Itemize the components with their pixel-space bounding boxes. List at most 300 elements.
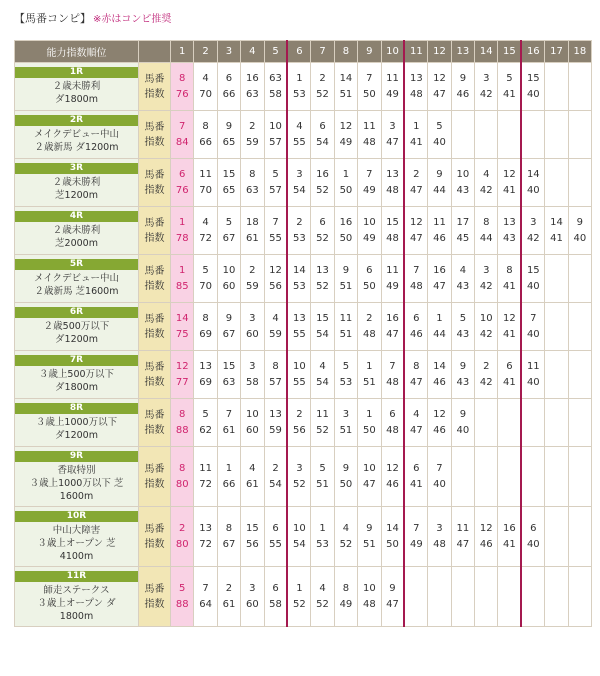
compi-cell xyxy=(217,159,240,207)
umaban-label: 馬番 xyxy=(144,73,165,85)
compi-cell xyxy=(568,399,591,447)
horse-number: 8 xyxy=(272,360,279,372)
race-detail: 1800m xyxy=(59,610,94,622)
compi-cell xyxy=(334,507,357,567)
race-row xyxy=(15,303,592,351)
compi-cell xyxy=(545,207,568,255)
compi-cell xyxy=(334,159,357,207)
compi-cell xyxy=(381,567,404,627)
race-detail: 師走ステークス xyxy=(43,584,110,596)
horse-number: 3 xyxy=(483,72,490,84)
compi-cell xyxy=(498,303,521,351)
horse-number: 7 xyxy=(366,168,373,180)
horse-number: 7 xyxy=(366,72,373,84)
index-value: 78 xyxy=(175,232,189,244)
index-value: 63 xyxy=(246,184,259,196)
compi-cell xyxy=(475,111,498,159)
horse-number: 7 xyxy=(202,582,209,594)
compi-cell xyxy=(451,63,474,111)
compi-cell xyxy=(451,567,474,627)
index-value: 41 xyxy=(503,328,516,340)
compi-cell xyxy=(287,303,310,351)
horse-number: 5 xyxy=(202,408,209,420)
compi-cell xyxy=(358,351,381,399)
index-value: 49 xyxy=(386,280,399,292)
compi-cell xyxy=(171,447,194,507)
race-number: 5R xyxy=(15,259,138,270)
index-value: 43 xyxy=(503,232,516,244)
horse-number: 3 xyxy=(530,216,537,228)
index-value: 46 xyxy=(386,478,399,490)
rank-column-13: 13 xyxy=(451,41,474,63)
horse-number: 6 xyxy=(225,72,233,84)
compi-cell xyxy=(171,111,194,159)
index-value: 59 xyxy=(269,424,282,436)
index-value: 48 xyxy=(409,280,423,292)
horse-number: 1 xyxy=(436,312,443,324)
horse-number: 14 xyxy=(433,360,446,372)
horse-number: 12 xyxy=(433,408,446,420)
compi-cell xyxy=(404,447,427,507)
index-value: 47 xyxy=(409,232,423,244)
index-value: 48 xyxy=(362,136,376,148)
compi-cell xyxy=(241,351,264,399)
index-value: 54 xyxy=(316,376,329,388)
race-detail: ２歳未勝利 xyxy=(52,81,101,92)
compi-cell xyxy=(404,111,427,159)
compi-cell xyxy=(171,351,194,399)
race-number: 9R xyxy=(15,451,138,462)
horse-number: 11 xyxy=(316,408,329,420)
horse-number: 15 xyxy=(526,264,540,276)
horse-number: 13 xyxy=(199,360,212,372)
race-detail: ２歳500万以下 xyxy=(43,321,110,332)
index-value: 54 xyxy=(293,538,306,550)
row-labels xyxy=(139,351,171,399)
index-value: 51 xyxy=(339,88,353,100)
index-value: 51 xyxy=(339,424,353,436)
horse-number: 5 xyxy=(319,462,326,474)
race-number: 4R xyxy=(15,211,138,222)
horse-number: 18 xyxy=(246,216,259,228)
race-info xyxy=(15,399,139,447)
horse-number: 10 xyxy=(362,582,376,594)
index-value: 48 xyxy=(386,184,399,196)
compi-cell xyxy=(311,507,334,567)
race-detail: ３歳上1000万以下 xyxy=(35,417,118,428)
compi-cell xyxy=(568,159,591,207)
compi-cell xyxy=(264,255,287,303)
horse-number: 11 xyxy=(199,168,212,180)
umaban-label: 馬番 xyxy=(144,265,165,277)
index-value: 41 xyxy=(409,136,423,148)
compi-cell xyxy=(521,507,544,567)
horse-number: 12 xyxy=(269,264,282,276)
compi-cell xyxy=(545,399,568,447)
horse-number: 2 xyxy=(413,168,420,180)
compi-cell xyxy=(545,507,568,567)
horse-number: 1 xyxy=(179,216,186,228)
index-value: 50 xyxy=(362,424,376,436)
row-labels xyxy=(139,399,171,447)
index-value: 48 xyxy=(362,598,376,610)
compi-cell xyxy=(521,447,544,507)
race-row xyxy=(15,351,592,399)
race-detail: ２歳未勝利 xyxy=(52,177,101,188)
horse-number: 12 xyxy=(386,462,399,474)
horse-number: 3 xyxy=(436,522,443,534)
compi-cell xyxy=(358,567,381,627)
index-value: 80 xyxy=(175,538,189,550)
compi-cell xyxy=(311,303,334,351)
horse-number: 9 xyxy=(576,216,584,228)
horse-number: 6 xyxy=(366,264,373,276)
index-value: 50 xyxy=(362,88,376,100)
umaban-label: 馬番 xyxy=(144,217,165,229)
index-value: 40 xyxy=(526,328,540,340)
index-value: 41 xyxy=(503,376,516,388)
compi-cell xyxy=(311,447,334,507)
horse-number: 3 xyxy=(249,582,256,594)
row-labels xyxy=(139,447,171,507)
horse-number: 14 xyxy=(293,264,306,276)
index-value: 67 xyxy=(222,538,236,550)
horse-number: 5 xyxy=(459,312,467,324)
compi-cell xyxy=(171,567,194,627)
index-value: 57 xyxy=(269,376,282,388)
horse-number: 16 xyxy=(503,522,516,534)
horse-number: 2 xyxy=(319,72,326,84)
horse-number: 11 xyxy=(362,120,376,132)
index-value: 53 xyxy=(293,280,306,292)
horse-number: 2 xyxy=(366,312,373,324)
index-value: 47 xyxy=(386,598,399,610)
horse-number: 12 xyxy=(339,120,353,132)
compi-cell xyxy=(498,207,521,255)
compi-cell xyxy=(451,111,474,159)
index-value: 49 xyxy=(339,136,353,148)
index-value: 47 xyxy=(433,280,446,292)
compi-cell xyxy=(404,207,427,255)
rank-column-15: 15 xyxy=(498,41,521,63)
horse-number: 15 xyxy=(222,360,236,372)
horse-number: 4 xyxy=(319,360,326,372)
horse-number: 15 xyxy=(222,168,236,180)
compi-cell xyxy=(404,399,427,447)
horse-number: 10 xyxy=(269,120,282,132)
compi-cell xyxy=(241,207,264,255)
index-value: 40 xyxy=(526,280,540,292)
horse-number: 13 xyxy=(293,312,306,324)
horse-number: 10 xyxy=(222,264,236,276)
compi-cell xyxy=(264,447,287,507)
index-value: 40 xyxy=(526,538,540,550)
compi-cell xyxy=(194,207,217,255)
horse-number: 9 xyxy=(342,264,350,276)
compi-cell xyxy=(264,303,287,351)
shisu-label: 指数 xyxy=(144,478,165,490)
race-row xyxy=(15,159,592,207)
compi-cell xyxy=(334,567,357,627)
horse-number: 10 xyxy=(293,360,306,372)
rank-column-18: 18 xyxy=(568,41,591,63)
compi-cell xyxy=(358,63,381,111)
title-main: 【馬番コンピ】 xyxy=(14,12,91,25)
index-value: 54 xyxy=(316,136,329,148)
compi-cell xyxy=(404,351,427,399)
horse-number: 8 xyxy=(249,168,256,180)
index-value: 42 xyxy=(479,280,493,292)
horse-number: 10 xyxy=(362,462,376,474)
compi-cell xyxy=(194,111,217,159)
compi-cell xyxy=(498,351,521,399)
index-value: 65 xyxy=(222,136,236,148)
rank-column-8: 8 xyxy=(334,41,357,63)
compi-cell xyxy=(498,111,521,159)
row-labels xyxy=(139,507,171,567)
index-value: 56 xyxy=(269,280,282,292)
compi-cell xyxy=(381,255,404,303)
index-value: 75 xyxy=(175,328,189,340)
compi-cell xyxy=(404,507,427,567)
compi-cell xyxy=(217,63,240,111)
rank-column-16: 16 xyxy=(521,41,544,63)
compi-cell xyxy=(451,303,474,351)
compi-cell xyxy=(475,255,498,303)
compi-cell xyxy=(545,255,568,303)
index-value: 55 xyxy=(293,328,306,340)
compi-cell xyxy=(334,399,357,447)
index-value: 56 xyxy=(246,538,259,550)
row-labels xyxy=(139,207,171,255)
horse-number: 9 xyxy=(459,360,467,372)
horse-number: 1 xyxy=(319,522,326,534)
horse-number: 9 xyxy=(389,582,396,594)
rank-column-3: 3 xyxy=(217,41,240,63)
index-value: 42 xyxy=(479,184,493,196)
index-value: 42 xyxy=(479,88,493,100)
horse-number: 5 xyxy=(202,264,209,276)
compi-cell xyxy=(358,207,381,255)
horse-number: 15 xyxy=(386,216,399,228)
compi-cell xyxy=(194,159,217,207)
index-value: 64 xyxy=(199,598,212,610)
index-value: 67 xyxy=(222,328,236,340)
index-value: 46 xyxy=(456,88,470,100)
race-row xyxy=(15,567,592,627)
compi-cell xyxy=(194,567,217,627)
index-value: 58 xyxy=(246,376,259,388)
race-number: 7R xyxy=(15,355,138,366)
index-value: 40 xyxy=(433,478,446,490)
horse-number: 11 xyxy=(433,216,446,228)
index-value: 60 xyxy=(222,280,236,292)
index-value: 44 xyxy=(479,232,493,244)
compi-cell xyxy=(381,159,404,207)
horse-number: 11 xyxy=(386,264,399,276)
compi-cell xyxy=(171,255,194,303)
index-value: 61 xyxy=(222,424,236,436)
compi-cell xyxy=(311,207,334,255)
index-value: 48 xyxy=(433,538,446,550)
header-row xyxy=(15,41,592,63)
index-value: 47 xyxy=(433,88,446,100)
index-value: 85 xyxy=(175,280,189,292)
compi-cell xyxy=(264,207,287,255)
index-value: 46 xyxy=(433,232,446,244)
compi-cell xyxy=(568,303,591,351)
horse-number: 13 xyxy=(269,408,282,420)
index-value: 47 xyxy=(386,136,399,148)
compi-cell xyxy=(475,351,498,399)
horse-number: 12 xyxy=(433,72,446,84)
horse-number: 16 xyxy=(386,312,399,324)
compi-cell xyxy=(194,447,217,507)
horse-number: 7 xyxy=(413,522,420,534)
horse-number: 5 xyxy=(272,168,279,180)
compi-cell xyxy=(264,351,287,399)
compi-cell xyxy=(241,303,264,351)
index-value: 41 xyxy=(409,478,423,490)
race-info xyxy=(15,63,139,111)
rank-column-5: 5 xyxy=(264,41,287,63)
horse-number: 4 xyxy=(319,582,326,594)
index-value: 40 xyxy=(526,184,540,196)
compi-cell xyxy=(358,399,381,447)
compi-cell xyxy=(545,303,568,351)
race-detail: ２歳新馬 ダ1200m xyxy=(34,142,119,153)
compi-cell xyxy=(428,399,451,447)
rank-column-10: 10 xyxy=(381,41,404,63)
compi-cell xyxy=(287,255,310,303)
horse-number: 1 xyxy=(342,168,350,180)
horse-number: 11 xyxy=(456,522,470,534)
shisu-label: 指数 xyxy=(144,328,165,340)
compi-cell xyxy=(381,63,404,111)
compi-cell xyxy=(241,63,264,111)
horse-number: 6 xyxy=(272,582,279,594)
horse-number: 13 xyxy=(386,168,399,180)
compi-cell xyxy=(428,447,451,507)
compi-cell xyxy=(568,63,591,111)
compi-cell xyxy=(428,63,451,111)
horse-number: 6 xyxy=(319,216,326,228)
compi-cell xyxy=(311,63,334,111)
horse-number: 6 xyxy=(413,312,420,324)
compi-cell xyxy=(568,207,591,255)
horse-number: 14 xyxy=(339,72,353,84)
horse-number: 7 xyxy=(389,360,396,372)
compi-cell xyxy=(381,399,404,447)
horse-number: 6 xyxy=(506,360,513,372)
horse-number: 10 xyxy=(362,216,376,228)
horse-number: 8 xyxy=(413,360,420,372)
compi-cell xyxy=(381,303,404,351)
horse-number: 17 xyxy=(456,216,470,228)
horse-number: 4 xyxy=(202,216,209,228)
compi-cell xyxy=(194,63,217,111)
compi-cell xyxy=(428,351,451,399)
compi-cell xyxy=(358,111,381,159)
compi-cell xyxy=(358,507,381,567)
compi-cell xyxy=(264,111,287,159)
index-value: 41 xyxy=(550,232,563,244)
index-value: 46 xyxy=(409,328,423,340)
compi-cell xyxy=(568,351,591,399)
horse-number: 12 xyxy=(479,522,493,534)
index-value: 76 xyxy=(175,88,189,100)
row-labels xyxy=(139,255,171,303)
compi-cell xyxy=(171,207,194,255)
compi-cell xyxy=(521,207,544,255)
umaban-label: 馬番 xyxy=(144,583,165,595)
index-value: 80 xyxy=(175,478,189,490)
horse-number: 9 xyxy=(342,462,350,474)
umaban-label: 馬番 xyxy=(144,313,165,325)
compi-cell xyxy=(194,507,217,567)
compi-cell xyxy=(217,207,240,255)
compi-cell xyxy=(287,447,310,507)
horse-number: 7 xyxy=(530,312,537,324)
index-value: 60 xyxy=(246,328,259,340)
horse-number: 4 xyxy=(296,120,303,132)
horse-number: 8 xyxy=(202,312,209,324)
compi-cell xyxy=(334,255,357,303)
index-value: 59 xyxy=(269,328,282,340)
compi-cell xyxy=(217,303,240,351)
horse-number: 4 xyxy=(342,522,350,534)
compi-cell xyxy=(545,111,568,159)
compi-cell xyxy=(498,159,521,207)
horse-number: 15 xyxy=(246,522,259,534)
compi-cell xyxy=(217,399,240,447)
horse-number: 8 xyxy=(342,582,350,594)
compi-cell xyxy=(521,111,544,159)
index-value: 47 xyxy=(409,376,423,388)
compi-cell xyxy=(358,303,381,351)
compi-cell xyxy=(311,111,334,159)
index-value: 52 xyxy=(293,478,306,490)
race-info xyxy=(15,507,139,567)
compi-cell xyxy=(475,447,498,507)
compi-cell xyxy=(451,399,474,447)
row-labels xyxy=(139,567,171,627)
compi-cell xyxy=(241,567,264,627)
race-number: 3R xyxy=(15,163,138,174)
race-row xyxy=(15,399,592,447)
compi-cell xyxy=(498,507,521,567)
index-value: 55 xyxy=(293,376,306,388)
index-value: 58 xyxy=(269,598,282,610)
index-value: 70 xyxy=(199,280,212,292)
race-detail: ３歳上500万以下 xyxy=(38,369,115,380)
index-value: 56 xyxy=(293,424,306,436)
compi-cell xyxy=(287,63,310,111)
index-value: 53 xyxy=(316,538,329,550)
horse-number: 4 xyxy=(272,312,279,324)
race-info xyxy=(15,159,139,207)
compi-cell xyxy=(521,63,544,111)
compi-cell xyxy=(194,351,217,399)
index-value: 50 xyxy=(362,280,376,292)
horse-number: 10 xyxy=(293,522,306,534)
index-value: 42 xyxy=(479,376,493,388)
compi-cell xyxy=(428,567,451,627)
index-value: 52 xyxy=(316,184,329,196)
compi-cell xyxy=(428,303,451,351)
index-value: 43 xyxy=(456,376,470,388)
compi-cell xyxy=(428,159,451,207)
